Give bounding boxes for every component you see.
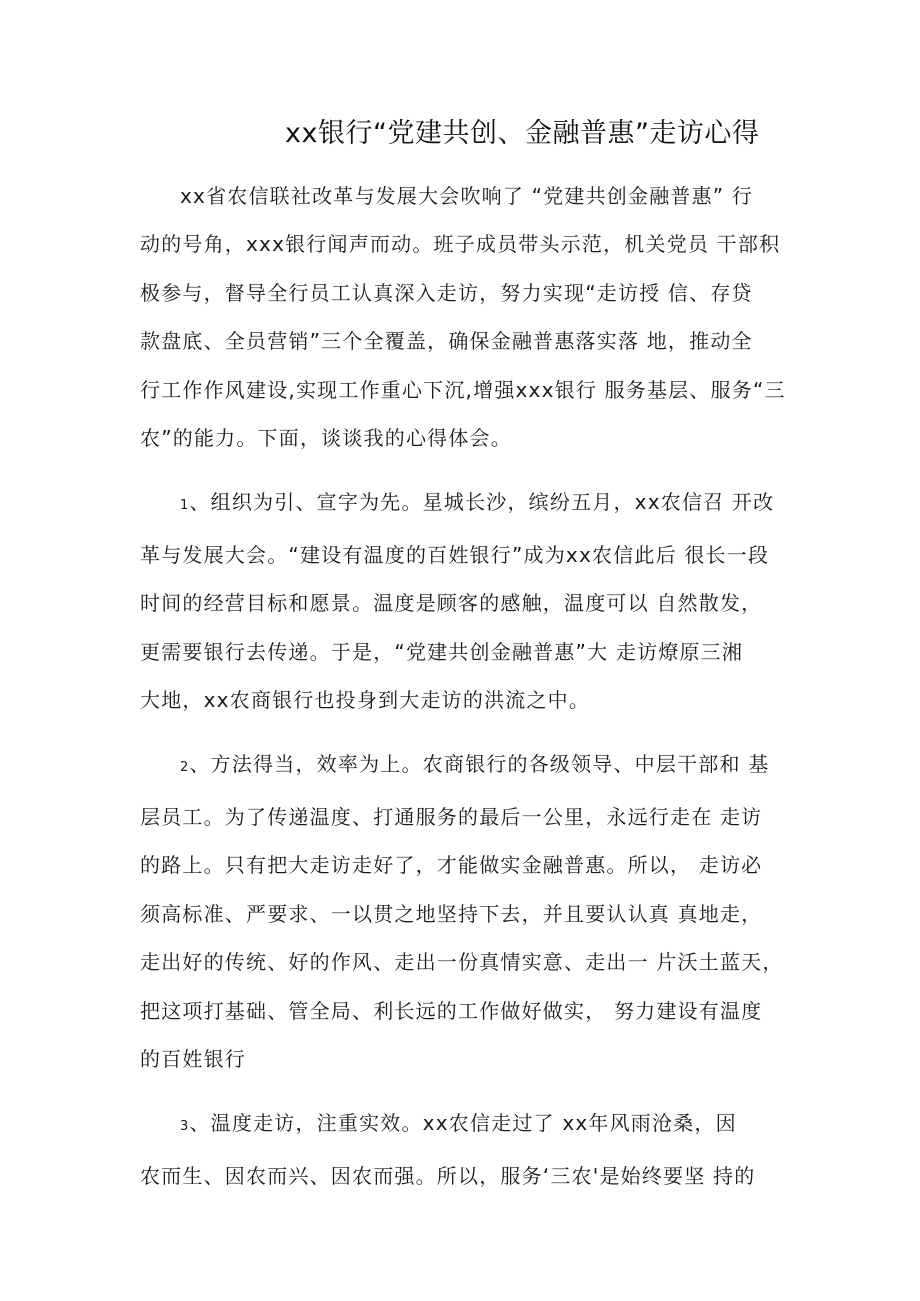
text-line: 时间的经营目标和愿景。温度是顾客的感触，温度可以 自然散发，: [140, 591, 763, 616]
paragraph-point-1: [140, 478, 800, 724]
text-line: 极参与，督导全行员工认真深入走访，努力实现“走访授 信、存贷: [140, 280, 753, 305]
text-line: xx省农信联社改革与发展大会吹响了 “党建共创金融普惠” 行: [180, 184, 754, 208]
document-body: [140, 172, 800, 1216]
list-number: 1: [180, 498, 190, 514]
text-line: 须高标准、严要求、一以贯之地坚持下去，并且要认认真 真地走，: [140, 901, 763, 926]
text-line: 把这项打基础、管全局、利长远的工作做好做实， 努力建设有温度: [140, 998, 763, 1023]
text-line-content: 、方法得当，效率为上。农商银行的各级领导、中层干部和 基: [189, 752, 770, 777]
text-line: 行工作作风建设,实现工作重心下沉,增强xxx银行 服务基层、服务“三: [140, 377, 786, 402]
text-line: [140, 1099, 800, 1151]
document-title: xx银行“党建共创、金融普惠”走访心得: [285, 118, 760, 149]
text-line: 更需要银行去传递。于是，“党建共创金融普惠”大 走访燎原三湘: [140, 639, 744, 664]
text-line: 层员工。为了传递温度、打通服务的最后一公里，永远行走在 走访: [140, 804, 763, 829]
text-line: [140, 740, 800, 792]
list-number: 3: [180, 1119, 190, 1135]
text-line: 款盘底、全员营销”三个全覆盖，确保金融普惠落实落 地，推动全: [140, 329, 753, 354]
text-line: 走出好的传统、好的作风、走出一份真情实意、走出一 片沃土蓝天，: [140, 950, 784, 975]
paragraph-intro: [140, 172, 800, 462]
text-line: 革与发展大会。“建设有温度的百姓银行”成为xx农信此后 很长一段: [140, 542, 770, 567]
text-line: [140, 478, 800, 530]
text-line-content: 、组织为引、宣字为先。星城长沙，缤纷五月，xx农信召 开改: [189, 490, 775, 515]
text-line: 农而生、因农而兴、因农而强。所以，服务‘三农'是始终要坚 持的: [140, 1163, 756, 1188]
text-line: 动的号角，xxx银行闻声而动。班子成员带头示范，机关党员 干部积: [140, 232, 781, 257]
paragraph-point-3: [140, 1099, 800, 1200]
list-number: 2: [180, 760, 190, 776]
text-line: 农”的能力。下面，谈谈我的心得体会。: [140, 426, 512, 451]
text-line: 大地，xx农商银行也投身到大走访的洪流之中。: [140, 688, 591, 713]
text-line-content: 、温度走访，注重实效。xx农信走过了 xx年风雨沧桑，因: [189, 1111, 737, 1136]
paragraph-point-2: [140, 740, 800, 1083]
text-line: 的百姓银行: [140, 1046, 246, 1071]
text-line: 的路上。只有把大走访走好了，才能做实金融普惠。所以， 走访必: [140, 853, 763, 878]
